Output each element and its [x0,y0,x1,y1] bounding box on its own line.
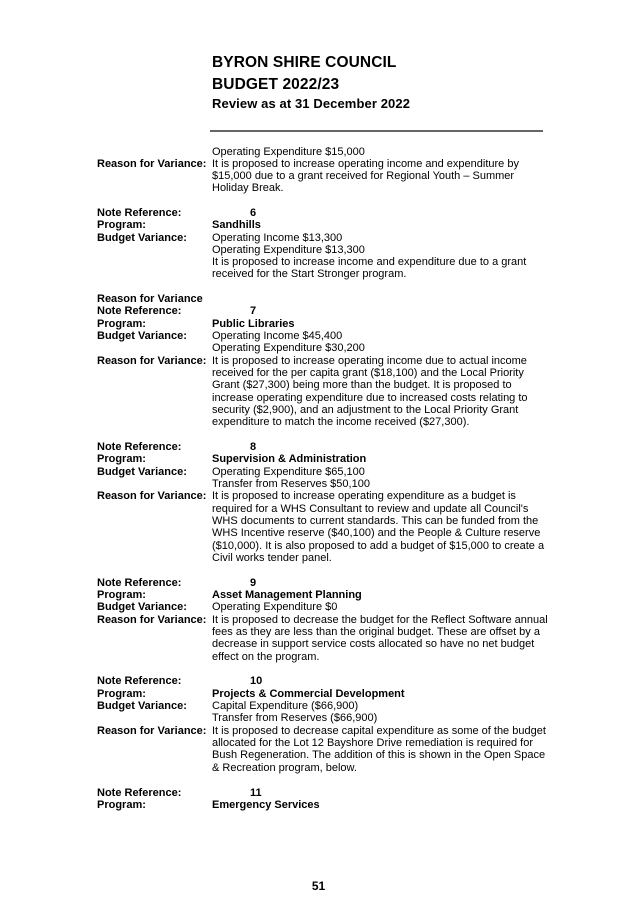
program-label: Program: [97,318,146,330]
reason-line: It is proposed to decrease capital expenditure as some of the budget [212,725,546,737]
reason-line: & Recreation program, below. [212,762,357,774]
note-reference-label: Note Reference: [97,675,182,687]
budget-line: Capital Expenditure ($66,900) [212,700,359,712]
program-name: Emergency Services [212,799,320,811]
reason-label: Reason for Variance: [97,490,207,502]
reason-line: received for the per capita grant ($18,100) and the Local Priority [212,367,524,379]
program-label: Program: [97,219,146,231]
program-label: Program: [97,453,146,465]
reason-line: decrease in support service costs allocated so have no net budget [212,638,535,650]
reason-line: Bush Regeneration. The addition of this is shown in the Open Space [212,749,546,761]
budget-line: Operating Expenditure $65,100 [212,466,365,478]
note-number: 11 [250,787,262,799]
reason-line: WHS Incentive reserve ($40,100) and the People & Culture reserve [212,527,541,539]
budget-variance-label: Budget Variance: [97,466,187,478]
reason-line: fees as they are less than the original budget. These are offset by a [212,626,540,638]
note-number: 7 [250,305,257,317]
budget-line: It is proposed to increase income and expenditure due to a grant [212,256,527,268]
note-number: 10 [250,675,263,687]
budget-variance-label: Budget Variance: [97,700,187,712]
program-name: Sandhills [212,219,261,231]
reason-line: WHS documents to current standards. This can be funded from the [212,515,539,527]
page-number: 51 [311,879,326,893]
reason-line: Grant ($27,300) being more than the budget. It is proposed to [212,379,512,391]
budget-variance-label: Budget Variance: [97,330,187,342]
council-name: BYRON SHIRE COUNCIL [212,54,397,71]
review-date: Review as at 31 December 2022 [212,96,411,111]
program-label: Program: [97,589,146,601]
reason-label: Reason for Variance: [97,158,207,170]
budget-variance-label: Budget Variance: [97,232,187,244]
budget-line: Operating Expenditure $13,300 [212,244,365,256]
note-number: 8 [250,441,257,453]
budget-line: Transfer from Reserves ($66,900) [212,712,378,724]
program-label: Program: [97,688,146,700]
reason-line: increase operating expenditure due to increased costs relating to [212,392,528,404]
budget-line: received for the Start Stronger program. [212,268,407,280]
note-number: 6 [250,207,257,219]
program-name: Supervision & Administration [212,453,367,465]
program-name: Asset Management Planning [212,589,362,601]
note-reference-label: Note Reference: [97,305,182,317]
note-reference-label: Note Reference: [97,577,182,589]
budget-variance-label: Budget Variance: [97,601,187,613]
reason-line: Holiday Break. [212,182,284,194]
budget-line: Operating Expenditure $15,000 [212,146,365,158]
reason-line: Civil works tender panel. [212,552,332,564]
reason-line: $15,000 due to a grant received for Regional Youth – Summer [212,170,515,182]
header-divider [210,130,543,132]
budget-title: BUDGET 2022/23 [212,76,340,93]
budget-line: Transfer from Reserves $50,100 [212,478,370,490]
program-label: Program: [97,799,146,811]
reason-line: effect on the program. [212,651,320,663]
budget-line: Operating Income $13,300 [212,232,343,244]
program-name: Projects & Commercial Development [212,688,405,700]
reason-line: It is proposed to increase operating income due to actual income [212,355,527,367]
reason-label: Reason for Variance: [97,614,207,626]
reason-label: Reason for Variance: [97,355,207,367]
reason-label-plain: Reason for Variance [97,293,203,305]
note-reference-label: Note Reference: [97,207,182,219]
budget-line: Operating Expenditure $30,200 [212,342,365,354]
note-reference-label: Note Reference: [97,787,182,799]
reason-line: It is proposed to increase operating income and expenditure by [212,158,519,170]
note-reference-label: Note Reference: [97,441,182,453]
program-name: Public Libraries [212,318,295,330]
reason-line: security ($2,900), and an adjustment to the Local Priority Grant [212,404,519,416]
reason-line: expenditure to match the income received ($27,300). [212,416,470,428]
reason-line: ($10,000). It is also proposed to add a budget of $15,000 to create a [212,540,545,552]
reason-line: It is proposed to increase operating expenditure as a budget is [212,490,516,502]
reason-label: Reason for Variance: [97,725,207,737]
budget-line: Operating Expenditure $0 [212,601,338,613]
budget-line: Operating Income $45,400 [212,330,343,342]
reason-line: required for a WHS Consultant to review and update all Council's [212,503,529,515]
note-number: 9 [250,577,257,589]
reason-line: It is proposed to decrease the budget for the Reflect Software annual [212,614,548,626]
reason-line: allocated for the Lot 12 Bayshore Drive remediation is required for [212,737,534,749]
